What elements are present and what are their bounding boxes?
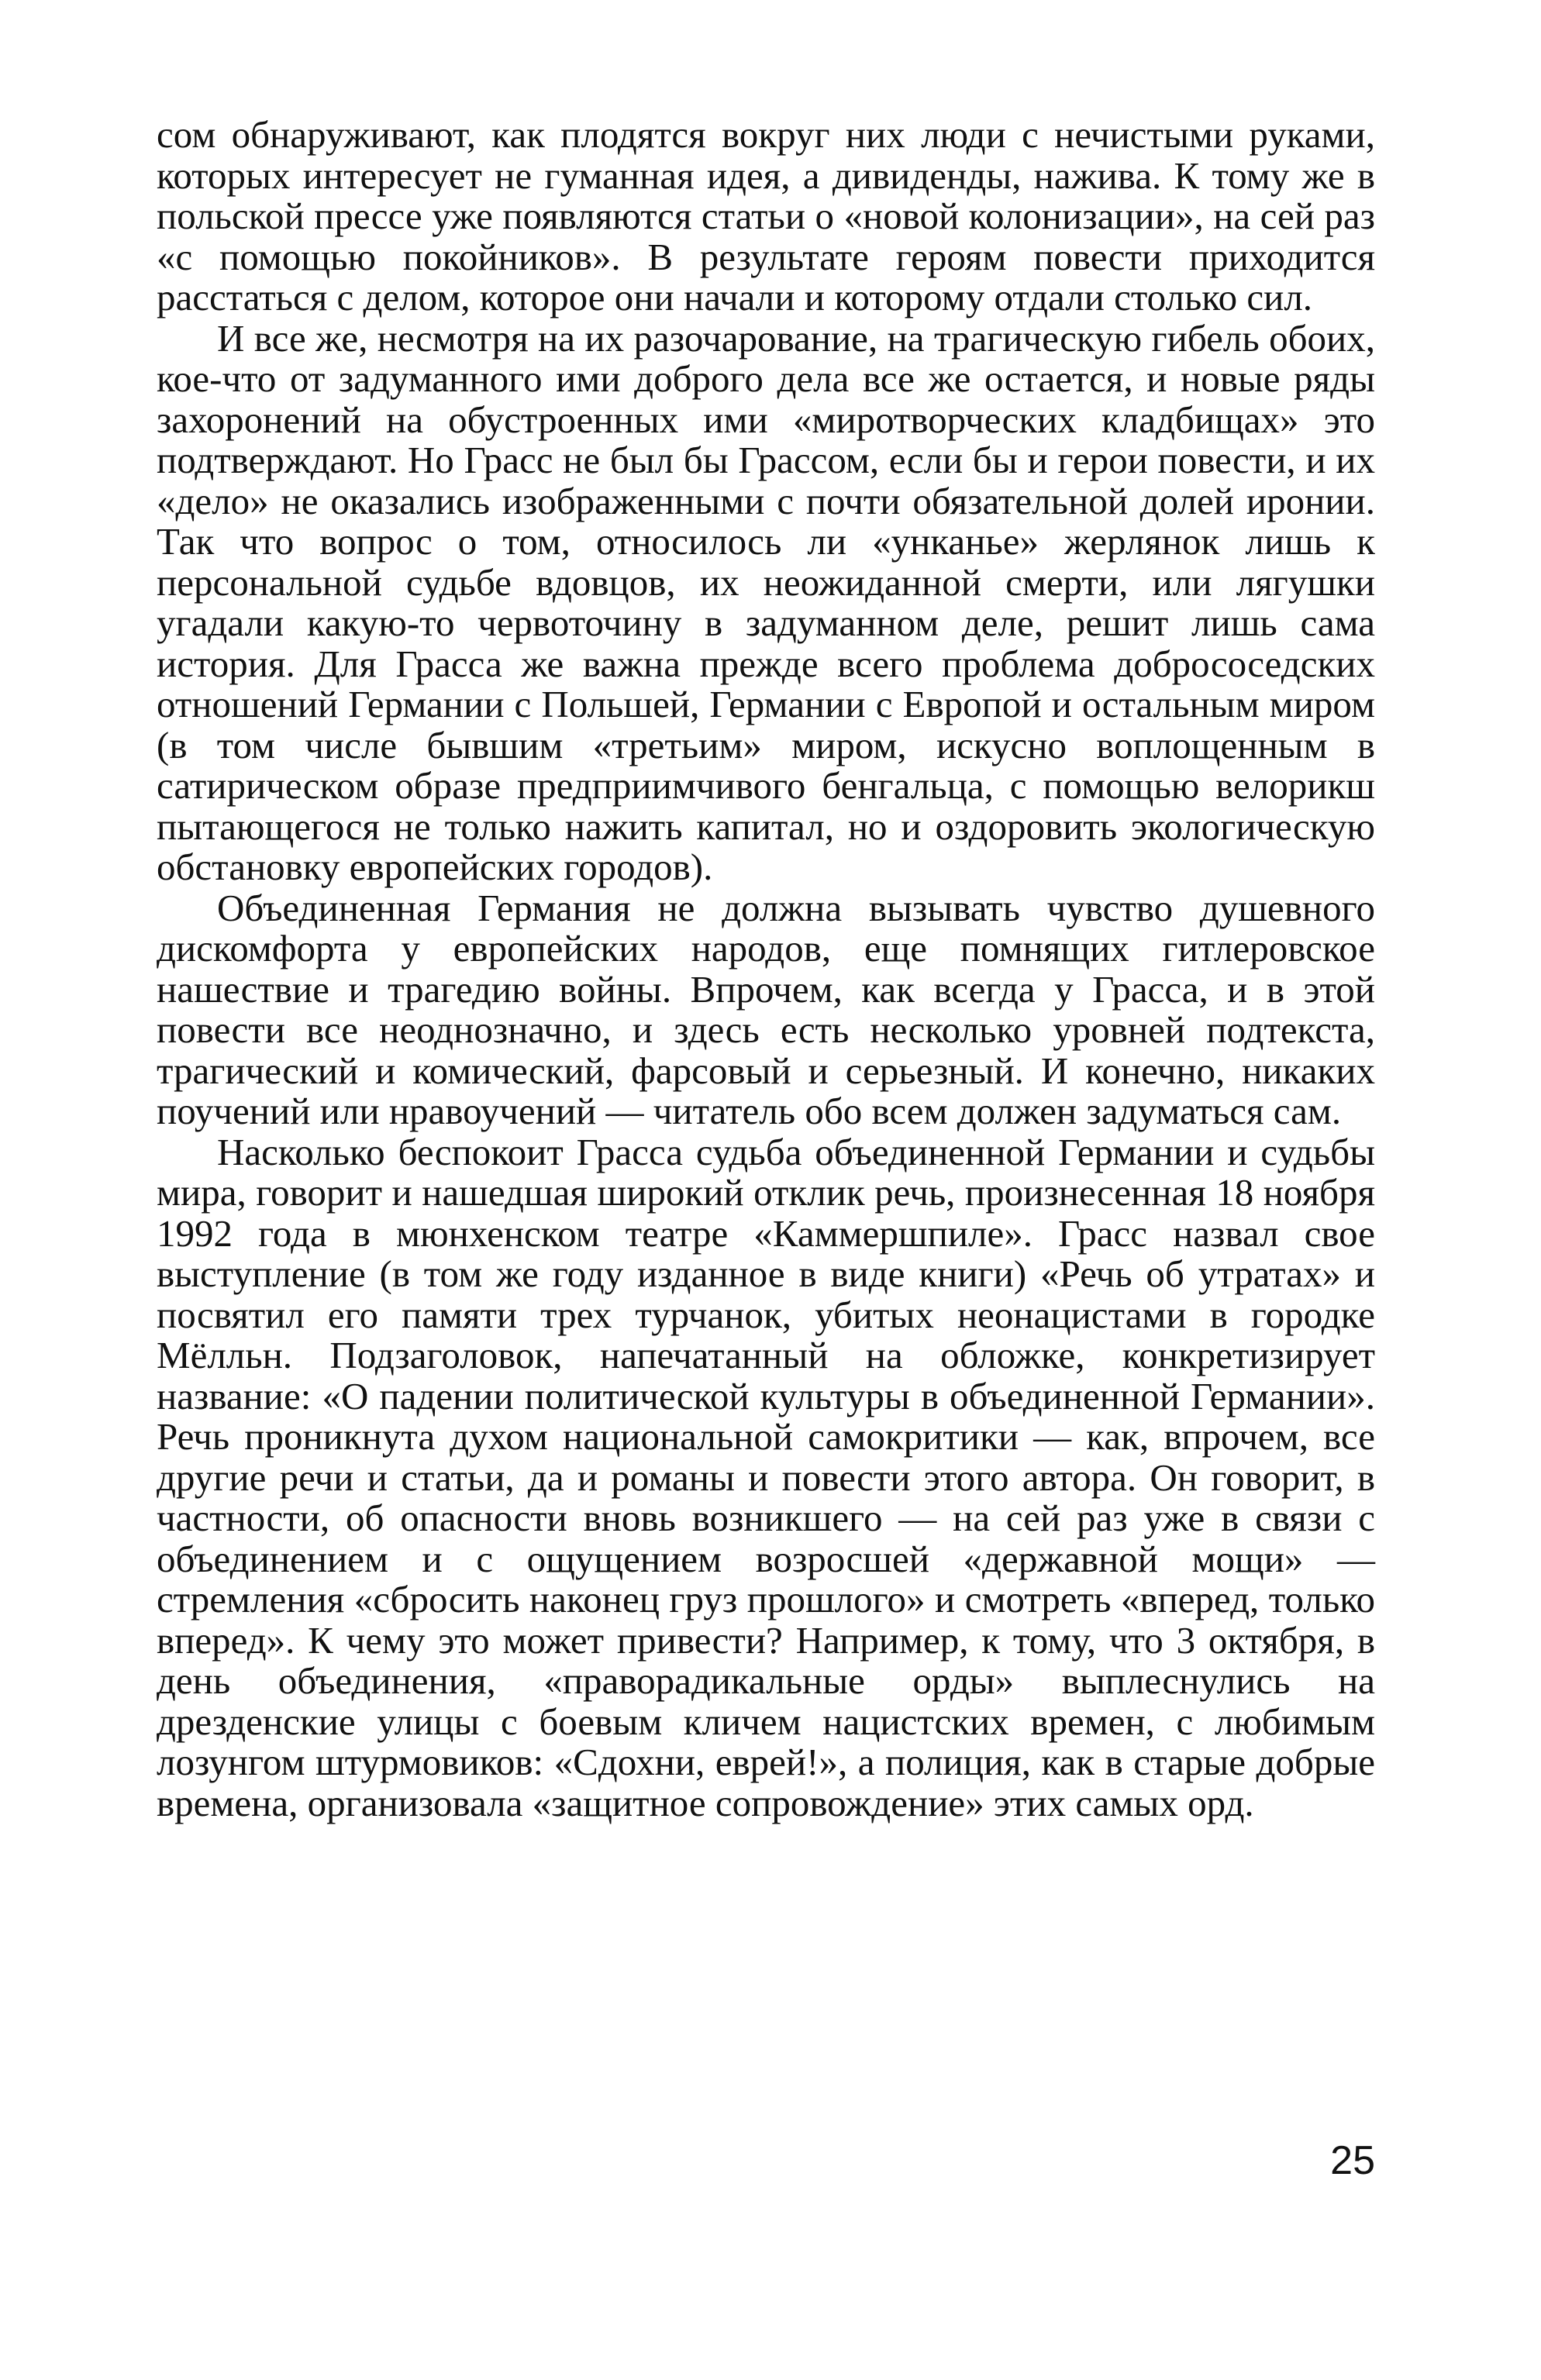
paragraph-1: сом обнаруживают, как плодятся вокруг них люди с нечистыми руками, которых интересует не гуманная идея, а дивиденды, нажива. К тому же в польской прессе уже появляются статьи о «новой колонизации», на сей раз «с помощью покойников». В результате героям повести приходится расстаться с делом, которое они начали и которому отдали столько сил. [157,113,1375,319]
page-number: 25 [1330,2138,1375,2183]
page-body [157,115,1375,1824]
paragraph-3: Объединенная Германия не должна вызывать чувство душевного дискомфорта у европейских народов, еще помнящих гитлеровское нашествие и трагедию войны. Впрочем, как всегда у Грасса, и в этой повести все неоднозначно, и здесь есть несколько уровней подтекста, трагический и комический, фарсовый и серьезный. И конечно, никаких поучений или нравоучений — читатель обо всем должен задуматься сам. [157,886,1375,1132]
paragraph-4: Насколько беспокоит Грасса судьба объединенной Германии и судьбы мира, говорит и нашедшая широкий отклик речь, произнесенная 18 ноября 1992 года в мюнхенском театре «Каммершпиле». Грасс назвал свое выступление (в том же году изданное в виде книги) «Речь об утратах» и посвятил его памяти трех турчанок, убитых неонацистами в городке Мёлльн. Подзаголовок, напечатанный на обложке, конкретизирует название: «О падении политической культуры в объединенной Германии». Речь проникнута духом национальной самокритики — как, впрочем, все другие речи и статьи, да и романы и повести этого автора. Он говорит, в частности, об опасности вновь возникшего — на сей раз уже в связи с объединением и с ощущением возросшей «державной мощи» — стремления «сбросить наконец груз прошлого» и смотреть «вперед, только вперед». К чему это может привести? Например, к тому, что 3 октября, в день объединения, «праворадикальные орды» выплеснулись на дрезденские улицы с боевым кличем нацистских времен, с любимым лозунгом штурмовиков: «Сдохни, еврей!», а полиция, как в старые добрые времена, организовала «защитное сопровождение» этих самых орд. [157,1130,1375,1824]
paragraph-2: И все же, несмотря на их разочарование, на трагическую гибель обоих, кое-что от задуманного ими доброго дела все же остается, и новые ряды захоронений на обустроенных ими «миротворческих кладбищах» это подтверждают. Но Грасс не был бы Грассом, если бы и герои повести, и их «дело» не оказались изображенными с почти обязательной долей иронии. Так что вопрос о том, относилось ли «унканье» жерлянок лишь к персональной судьбе вдовцов, их неожиданной смерти, или лягушки угадали какую-то червоточину в задуманном деле, решит лишь сама история. Для Грасса же важна прежде всего проблема добрососедских отношений Германии с Польшей, Германии с Европой и остальным миром (в том числе бывшим «третьим» миром, искусно воплощенным в сатирическом образе предприимчивого бенгальца, с помощью велорикш пытающегося не только нажить капитал, но и оздоровить экологическую обстановку европейских городов). [157,316,1375,888]
